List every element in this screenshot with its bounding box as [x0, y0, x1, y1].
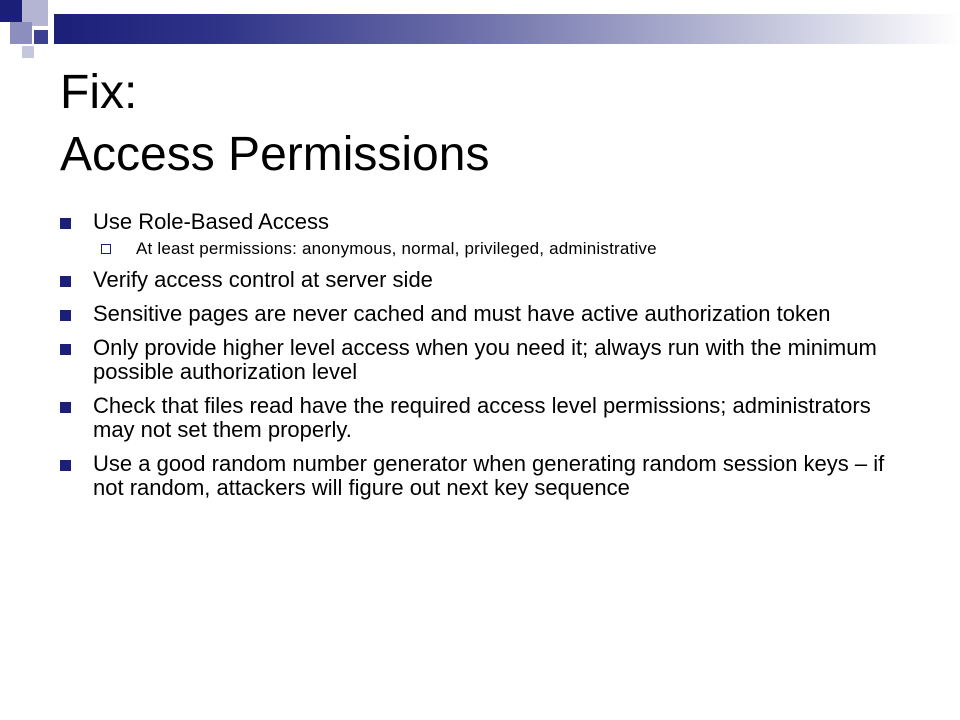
bullet-text: Use Role-Based Access [93, 209, 329, 234]
square-bullet-icon [60, 276, 71, 287]
square-bullet-icon [60, 402, 71, 413]
decor-square [0, 0, 22, 22]
bullet-item [60, 452, 900, 500]
bullet-item [60, 336, 900, 384]
bullet-item [60, 210, 900, 234]
bullet-text: Use a good random number generator when generating random session keys – if not random, attackers will figure out next key sequence [93, 451, 885, 500]
sub-bullet-item [60, 238, 900, 260]
square-bullet-icon [60, 310, 71, 321]
slide-content [60, 210, 900, 510]
decor-square [34, 30, 48, 44]
bullet-text: Check that files read have the required access level permissions; administrators may not set them properly. [93, 393, 871, 442]
bullet-text: Sensitive pages are never cached and must have active authorization token [93, 301, 831, 326]
decor-square [10, 22, 32, 44]
slide-title [60, 62, 489, 186]
title-line-2: Access Permissions [60, 128, 490, 181]
bullet-item [60, 394, 900, 442]
title-line-1: Fix: [60, 66, 138, 119]
header-band [54, 14, 960, 44]
hollow-square-bullet-icon [101, 244, 111, 254]
square-bullet-icon [60, 460, 71, 471]
bullet-item [60, 268, 900, 292]
bullet-item [60, 302, 900, 326]
square-bullet-icon [60, 344, 71, 355]
bullet-text: Verify access control at server side [93, 267, 433, 292]
decor-square [22, 46, 34, 58]
square-bullet-icon [60, 218, 71, 229]
sub-bullet-text: At least permissions: anonymous, normal, privileged, administrative [136, 239, 657, 258]
bullet-text: Only provide higher level access when you need it; always run with the minimum possible authorization level [93, 335, 877, 384]
